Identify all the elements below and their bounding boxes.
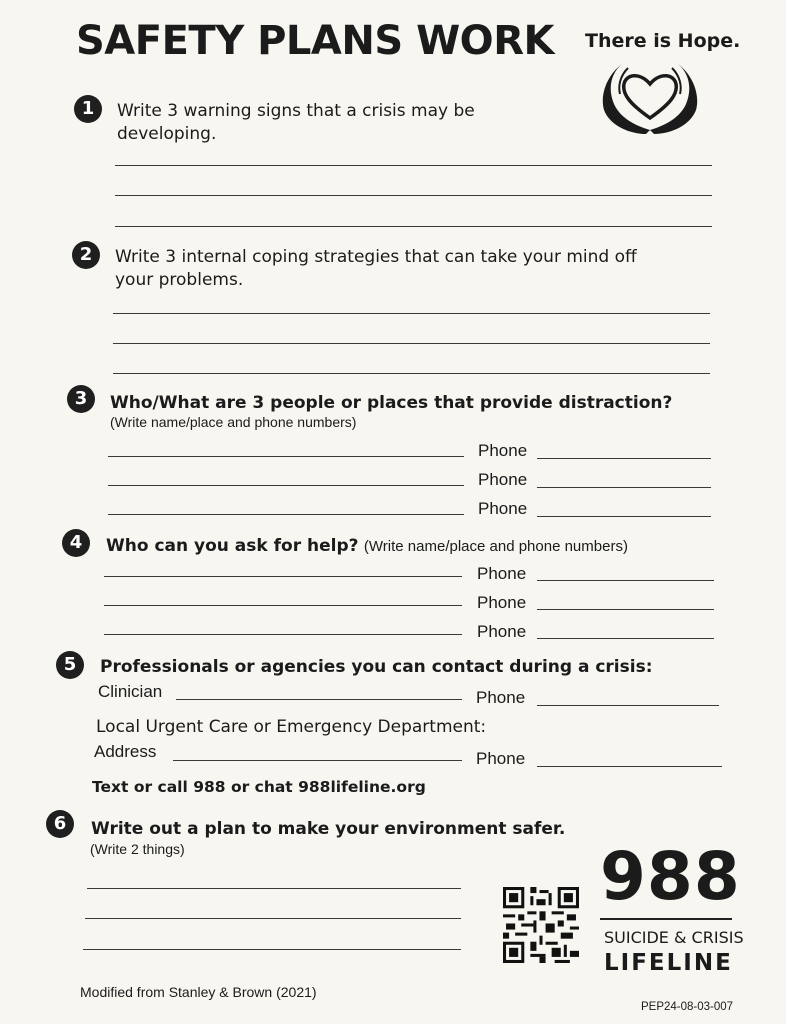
phone-field[interactable] <box>537 609 714 610</box>
phone-field[interactable] <box>537 580 714 581</box>
phone-field[interactable] <box>537 458 711 459</box>
answer-line[interactable] <box>115 226 712 227</box>
qr-code-icon[interactable] <box>503 887 579 963</box>
name-field[interactable] <box>104 576 462 577</box>
answer-line[interactable] <box>113 313 710 314</box>
answer-line[interactable] <box>83 949 461 950</box>
phone-label: Phone <box>478 441 528 460</box>
credit-text: Modified from Stanley & Brown (2021) <box>80 984 317 1000</box>
phone-field[interactable] <box>537 766 722 767</box>
phone-label: Phone <box>477 622 527 641</box>
clinician-label: Clinician <box>98 682 163 701</box>
lifeline-tagline: SUICIDE & CRISIS <box>604 928 744 947</box>
name-field[interactable] <box>108 485 464 486</box>
answer-line[interactable] <box>115 195 712 196</box>
answer-line[interactable] <box>85 918 461 919</box>
name-field[interactable] <box>108 456 464 457</box>
phone-label: Phone <box>477 593 527 612</box>
section-number-badge: 1 <box>74 95 102 123</box>
section-3-prompt: Who/What are 3 people or places that provide distraction? <box>110 393 673 413</box>
address-field[interactable] <box>173 760 462 761</box>
section-4-question: Who can you ask for help? <box>106 536 359 556</box>
urgent-care-label: Local Urgent Care or Emergency Department: <box>96 717 487 737</box>
section-3-instructions: (Write name/place and phone numbers) <box>110 414 357 430</box>
section-number-badge: 2 <box>72 241 100 269</box>
section-2-prompt: Write 3 internal coping strategies that can take your mind off your problems. <box>115 247 637 290</box>
answer-line[interactable] <box>115 165 712 166</box>
section-6-instructions: (Write 2 things) <box>90 841 185 857</box>
phone-field[interactable] <box>537 487 711 488</box>
section-number-badge: 4 <box>62 529 90 557</box>
phone-field[interactable] <box>537 516 711 517</box>
section-4-prompt <box>106 535 628 558</box>
section-number-badge: 3 <box>67 385 95 413</box>
section-1-prompt: Write 3 warning signs that a crisis may be developing. <box>117 101 475 144</box>
lifeline-number: 988 <box>600 838 741 915</box>
tagline: There is Hope. <box>585 30 741 52</box>
publication-code: PEP24-08-03-007 <box>641 1001 734 1013</box>
answer-line[interactable] <box>113 343 710 344</box>
section-4-instructions: (Write name/place and phone numbers) <box>363 538 628 555</box>
section-number-badge: 6 <box>46 810 74 838</box>
clinician-field[interactable] <box>176 699 462 700</box>
answer-line[interactable] <box>87 888 461 889</box>
phone-label: Phone <box>476 688 526 707</box>
name-field[interactable] <box>104 605 462 606</box>
phone-label: Phone <box>476 749 526 768</box>
phone-label: Phone <box>478 470 528 489</box>
lifeline-wordmark: LIFELINE <box>604 950 733 976</box>
section-5-prompt: Professionals or agencies you can contact during a crisis: <box>100 657 653 677</box>
name-field[interactable] <box>104 634 462 635</box>
address-label: Address <box>94 742 157 761</box>
text-or-call-note: Text or call 988 or chat 988lifeline.org <box>92 778 426 796</box>
phone-field[interactable] <box>537 705 719 706</box>
phone-field[interactable] <box>537 638 714 639</box>
section-number-badge: 5 <box>56 651 84 679</box>
section-6-prompt: Write out a plan to make your environment safer. <box>91 819 566 839</box>
brand-divider <box>600 918 732 920</box>
page-title: SAFETY PLANS WORK <box>76 18 554 64</box>
name-field[interactable] <box>108 514 464 515</box>
phone-label: Phone <box>478 499 528 518</box>
answer-line[interactable] <box>113 373 710 374</box>
heart-hands-icon <box>600 60 700 136</box>
phone-label: Phone <box>477 564 527 583</box>
